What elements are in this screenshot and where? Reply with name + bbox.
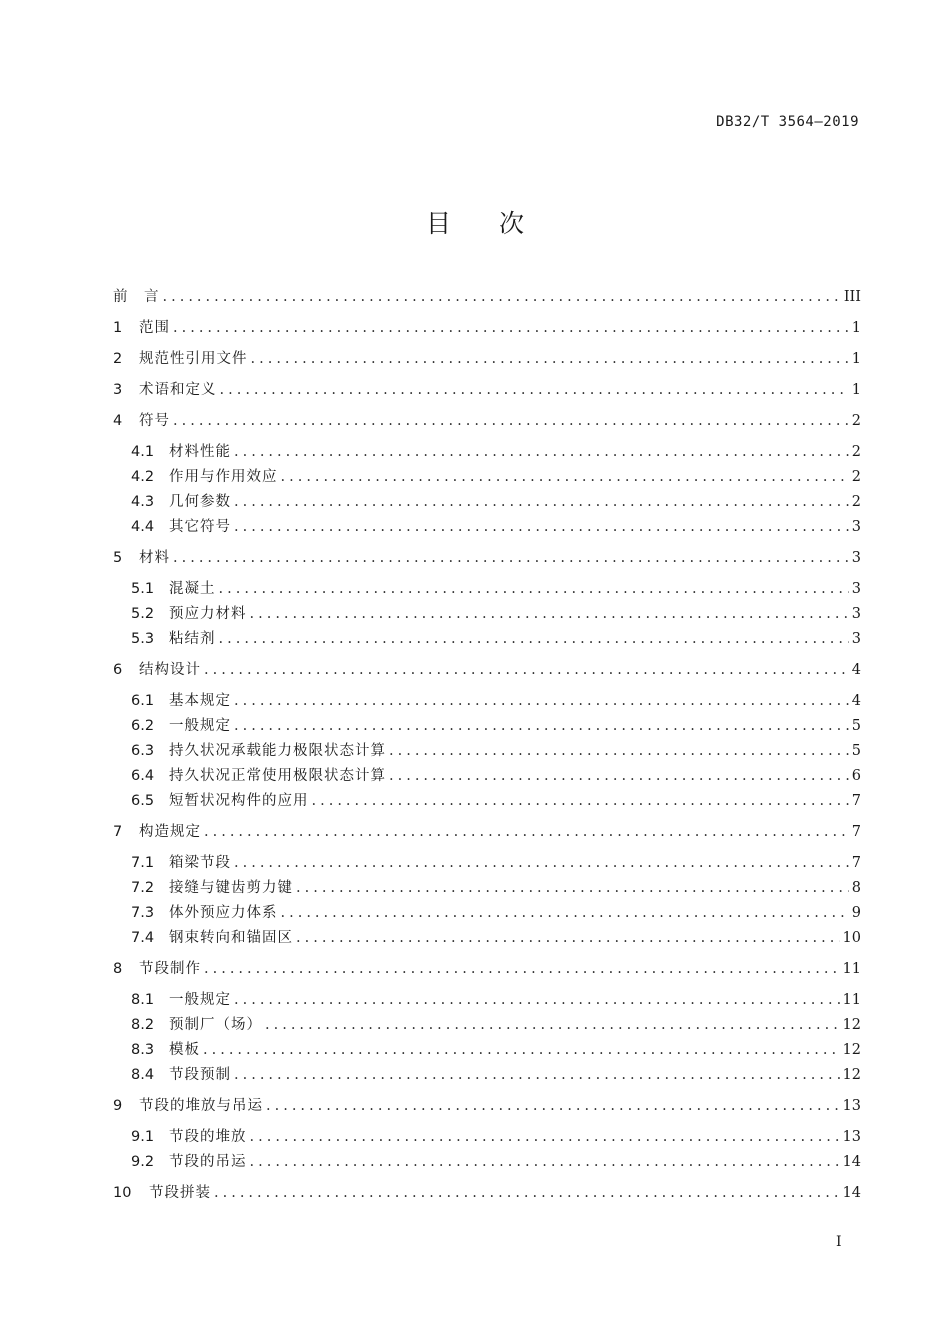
toc-leader-dots <box>204 659 849 681</box>
toc-entry-label: 钢束转向和锚固区 <box>169 930 293 946</box>
toc-entry-number: 6.1 <box>131 693 155 709</box>
toc-entry[interactable] <box>113 286 861 308</box>
toc-leader-dots <box>219 578 849 600</box>
toc-entry-label: 节段预制 <box>169 1067 231 1083</box>
toc-entry-page: 14 <box>842 1154 861 1170</box>
toc-leader-dots <box>234 989 840 1011</box>
toc-entry-page: 3 <box>851 606 861 622</box>
toc-entry-label: 粘结剂 <box>169 631 216 647</box>
toc-leader-dots <box>266 1095 840 1117</box>
toc-entry-number: 3 <box>113 382 123 398</box>
toc-entry-label: 持久状况承载能力极限状态计算 <box>169 743 386 759</box>
toc-entry-page: 1 <box>851 351 861 367</box>
toc-entry-page: 4 <box>851 693 861 709</box>
toc-entry[interactable] <box>131 1064 861 1086</box>
toc-entry-label: 节段的吊运 <box>169 1154 247 1170</box>
toc-entry-label: 几何参数 <box>169 494 231 510</box>
toc-entry[interactable] <box>113 547 861 569</box>
toc-leader-dots <box>220 379 849 401</box>
toc-entry[interactable] <box>131 765 861 787</box>
toc-entry-label: 模板 <box>169 1042 200 1058</box>
toc-entry-number: 6.2 <box>131 718 155 734</box>
toc-entry-number: 6.3 <box>131 743 155 759</box>
toc-entry-label: 规范性引用文件 <box>139 351 248 367</box>
toc-leader-dots <box>234 690 849 712</box>
toc-entry-number: 8.1 <box>131 992 155 1008</box>
toc-entry[interactable] <box>131 927 861 949</box>
toc-entry-number: 4.1 <box>131 444 155 460</box>
toc-entry-number: 5 <box>113 550 123 566</box>
toc-entry[interactable] <box>131 989 861 1011</box>
toc-entry-page: 7 <box>851 824 861 840</box>
toc-entry-label: 其它符号 <box>169 519 231 535</box>
toc-entry-page: 7 <box>851 855 861 871</box>
toc-entry-number: 7.3 <box>131 905 155 921</box>
toc-entry[interactable] <box>131 1126 861 1148</box>
toc-entry-label: 节段的堆放与吊运 <box>139 1098 263 1114</box>
toc-entry-label: 节段拼装 <box>149 1185 211 1201</box>
toc-entry[interactable] <box>131 1039 861 1061</box>
toc-leader-dots <box>203 1039 840 1061</box>
toc-entry-label: 结构设计 <box>139 662 201 678</box>
toc-entry[interactable] <box>131 441 861 463</box>
toc-entry-page: 1 <box>851 382 861 398</box>
toc-leader-dots <box>250 1151 840 1173</box>
toc-leader-dots <box>219 628 849 650</box>
toc-entry-label: 箱梁节段 <box>169 855 231 871</box>
toc-entry[interactable] <box>113 348 861 370</box>
toc-entry[interactable] <box>113 410 861 432</box>
toc-leader-dots <box>234 491 849 513</box>
toc-entry-number: 10 <box>113 1185 132 1201</box>
toc-entry-label: 构造规定 <box>139 824 201 840</box>
toc-entry-number: 4.2 <box>131 469 155 485</box>
toc-leader-dots <box>389 740 849 762</box>
toc-entry-page: 3 <box>851 550 861 566</box>
page-number: I <box>836 1234 842 1250</box>
toc-entry[interactable] <box>131 740 861 762</box>
toc-entry[interactable] <box>113 379 861 401</box>
toc-entry[interactable] <box>131 628 861 650</box>
toc-entry-page: 14 <box>842 1185 861 1201</box>
toc-entry-label: 一般规定 <box>169 718 231 734</box>
toc-entry-number: 4.3 <box>131 494 155 510</box>
toc-entry-number: 7.2 <box>131 880 155 896</box>
toc-entry-label: 持久状况正常使用极限状态计算 <box>169 768 386 784</box>
toc-entry[interactable] <box>131 516 861 538</box>
toc-entry-label: 节段制作 <box>139 961 201 977</box>
toc-entry[interactable] <box>113 1182 861 1204</box>
toc-entry-page: 2 <box>851 469 861 485</box>
toc-entry-page: 6 <box>851 768 861 784</box>
toc-entry-page: 3 <box>851 581 861 597</box>
toc-entry-page: 12 <box>842 1067 861 1083</box>
toc-entry[interactable] <box>113 659 861 681</box>
toc-entry-label: 体外预应力体系 <box>169 905 278 921</box>
toc-entry[interactable] <box>131 790 861 812</box>
toc-leader-dots <box>265 1014 840 1036</box>
toc-entry-number: 9.2 <box>131 1154 155 1170</box>
toc-entry-label: 预应力材料 <box>169 606 247 622</box>
document-code: DB32/T 3564—2019 <box>716 114 859 130</box>
toc-entry-label: 基本规定 <box>169 693 231 709</box>
toc-leader-dots <box>214 1182 840 1204</box>
toc-entry-page: 5 <box>851 743 861 759</box>
toc-leader-dots <box>250 603 849 625</box>
toc-entry-page: 11 <box>842 992 861 1008</box>
toc-leader-dots <box>281 902 849 924</box>
toc-leader-dots <box>296 927 840 949</box>
toc-entry-page: 5 <box>851 718 861 734</box>
toc-leader-dots <box>173 317 849 339</box>
toc-entry-number: 8.4 <box>131 1067 155 1083</box>
toc-entry-page: 13 <box>842 1129 861 1145</box>
toc-leader-dots <box>204 821 849 843</box>
toc-entry-number: 1 <box>113 320 123 336</box>
toc-entry-number: 7.4 <box>131 930 155 946</box>
toc-entry-number: 8 <box>113 961 123 977</box>
toc-leader-dots <box>234 715 849 737</box>
toc-entry-page: 12 <box>842 1017 861 1033</box>
toc-entry-page: 3 <box>851 519 861 535</box>
toc-leader-dots <box>163 286 841 308</box>
toc-entry-label: 符号 <box>139 413 170 429</box>
toc-entry[interactable] <box>131 852 861 874</box>
toc-entry[interactable] <box>113 958 861 980</box>
toc-entry-number: 8.3 <box>131 1042 155 1058</box>
toc-entry-number: 4 <box>113 413 123 429</box>
toc-entry-label: 范围 <box>139 320 170 336</box>
toc-entry[interactable] <box>131 715 861 737</box>
toc-entry[interactable] <box>113 821 861 843</box>
toc-entry-number: 9 <box>113 1098 123 1114</box>
toc-entry-page: 13 <box>842 1098 861 1114</box>
toc-entry-page: 7 <box>851 793 861 809</box>
toc-entry[interactable] <box>131 491 861 513</box>
toc-entry-label: 一般规定 <box>169 992 231 1008</box>
toc-entry-number: 6.4 <box>131 768 155 784</box>
toc-entry-page: 9 <box>851 905 861 921</box>
toc-entry[interactable] <box>131 877 861 899</box>
toc-entry-number: 7.1 <box>131 855 155 871</box>
toc-entry[interactable] <box>131 1151 861 1173</box>
toc-entry-label: 节段的堆放 <box>169 1129 247 1145</box>
toc-leader-dots <box>250 1126 840 1148</box>
toc-entry-page: 11 <box>842 961 861 977</box>
toc-entry-page: 2 <box>851 444 861 460</box>
toc-entry-number: 8.2 <box>131 1017 155 1033</box>
toc-entry-number: 2 <box>113 351 123 367</box>
toc-entry-label: 前 言 <box>113 289 160 305</box>
toc-leader-dots <box>312 790 849 812</box>
toc-entry-label: 术语和定义 <box>139 382 217 398</box>
page-title: 目次 <box>425 209 572 238</box>
toc-entry-label: 接缝与键齿剪力键 <box>169 880 293 896</box>
toc-entry-page: 4 <box>851 662 861 678</box>
toc-entry-number: 5.2 <box>131 606 155 622</box>
toc-entry-number: 4.4 <box>131 519 155 535</box>
toc-leader-dots <box>251 348 849 370</box>
toc-leader-dots <box>234 1064 840 1086</box>
toc-entry-number: 6.5 <box>131 793 155 809</box>
toc-entry-label: 材料 <box>139 550 170 566</box>
toc-entry-label: 混凝土 <box>169 581 216 597</box>
toc-entry[interactable] <box>131 1014 861 1036</box>
toc-entry[interactable] <box>131 902 861 924</box>
toc-entry-page: 2 <box>851 413 861 429</box>
toc-leader-dots <box>389 765 849 787</box>
toc-leader-dots <box>296 877 849 899</box>
toc-leader-dots <box>281 466 849 488</box>
toc-entry-page: 8 <box>851 880 861 896</box>
toc-entry-label: 短暂状况构件的应用 <box>169 793 309 809</box>
toc-entry-label: 预制厂（场） <box>169 1017 262 1033</box>
toc-leader-dots <box>234 516 849 538</box>
toc-entry-page: 3 <box>851 631 861 647</box>
toc-leader-dots <box>173 410 849 432</box>
toc-entry[interactable] <box>131 690 861 712</box>
toc-entry[interactable] <box>131 466 861 488</box>
toc-entry[interactable] <box>113 1095 861 1117</box>
toc-entry-number: 6 <box>113 662 123 678</box>
toc-leader-dots <box>234 441 849 463</box>
toc-entry-label: 材料性能 <box>169 444 231 460</box>
toc-entry[interactable] <box>113 317 861 339</box>
toc-entry-page: 12 <box>842 1042 861 1058</box>
toc-entry-page: 1 <box>851 320 861 336</box>
toc-entry-page: 10 <box>842 930 861 946</box>
toc-leader-dots <box>173 547 849 569</box>
toc-entry-number: 5.3 <box>131 631 155 647</box>
toc-entry-page: III <box>843 289 861 305</box>
toc-entry-number: 5.1 <box>131 581 155 597</box>
toc-entry[interactable] <box>131 603 861 625</box>
toc-entry-number: 9.1 <box>131 1129 155 1145</box>
toc-entry-label: 作用与作用效应 <box>169 469 278 485</box>
toc-leader-dots <box>204 958 840 980</box>
toc-entry[interactable] <box>131 578 861 600</box>
toc-entry-number: 7 <box>113 824 123 840</box>
toc-entry-page: 2 <box>851 494 861 510</box>
toc-leader-dots <box>234 852 849 874</box>
